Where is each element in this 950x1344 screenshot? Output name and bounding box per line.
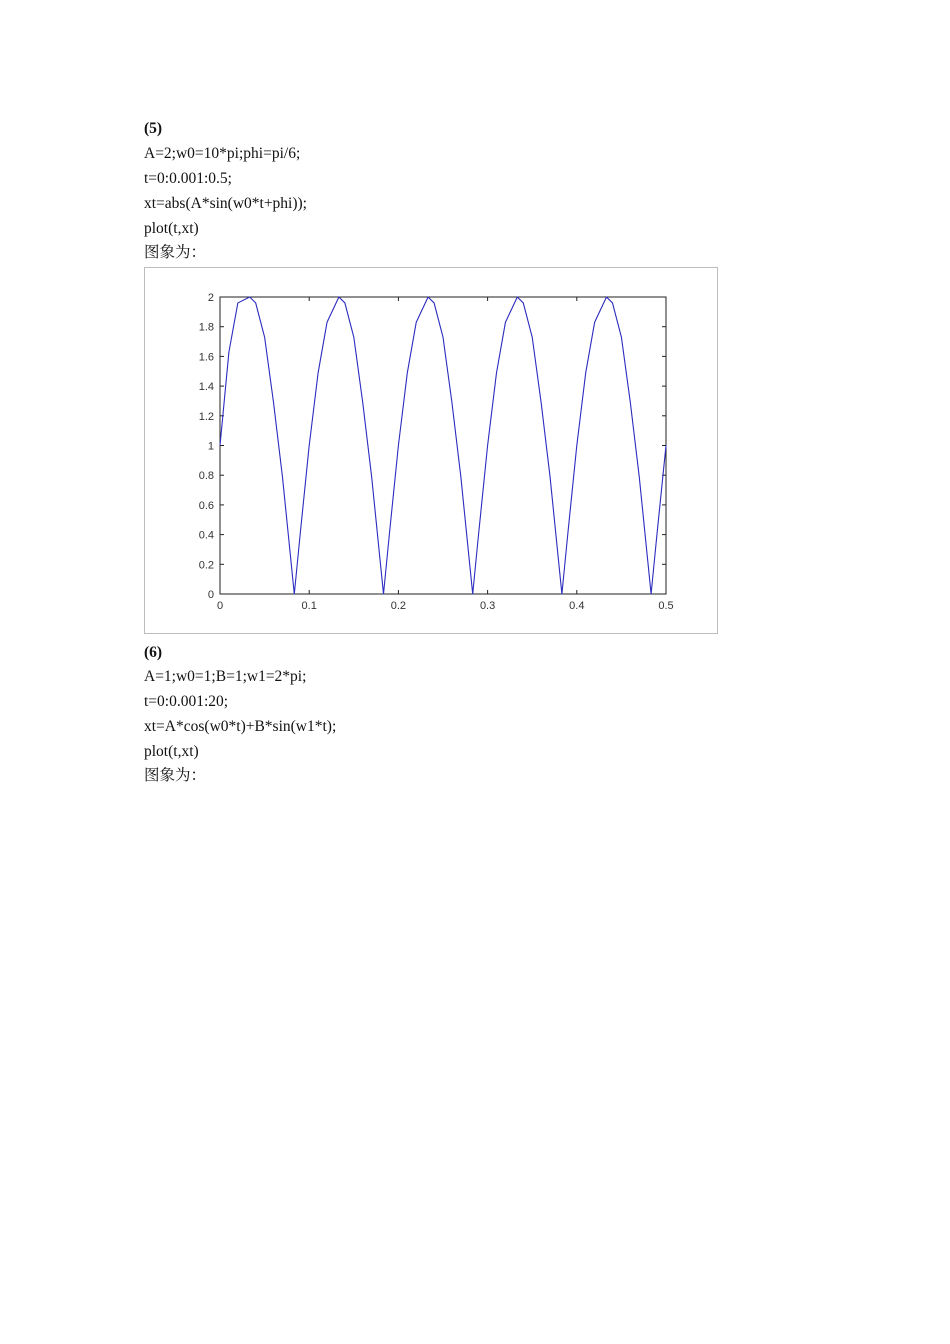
- x-tick-label: 0.4: [569, 600, 585, 612]
- code-line: A=2;w0=10*pi;phi=pi/6;: [144, 145, 301, 162]
- y-tick-label: 1.8: [198, 321, 214, 334]
- plot-area-box: [220, 297, 666, 594]
- y-tick-label: 1: [207, 440, 214, 453]
- y-tick-label: 1.4: [198, 381, 214, 394]
- y-tick-label: 0.4: [198, 529, 214, 542]
- y-tick-label: 1.6: [198, 351, 214, 364]
- code-line: plot(t,xt): [144, 220, 199, 237]
- y-tick-label: 0.6: [198, 499, 214, 512]
- y-tick-label: 0.8: [198, 470, 214, 483]
- figure-caption: 图象为：: [144, 767, 207, 784]
- x-tick-label: 0.3: [479, 600, 496, 612]
- x-tick-label: 0.2: [390, 600, 407, 612]
- code-line: plot(t,xt): [144, 743, 199, 760]
- line-chart: [145, 268, 719, 635]
- y-tick-label: 2: [207, 292, 214, 304]
- x-tick-label: 0.5: [658, 600, 674, 612]
- y-tick-label: 1.2: [198, 410, 214, 423]
- x-tick-label: 0: [216, 600, 224, 612]
- y-tick-label: 0: [207, 589, 214, 601]
- code-line: xt=abs(A*sin(w0*t+phi));: [144, 195, 307, 212]
- code-line: A=1;w0=1;B=1;w1=2*pi;: [144, 668, 307, 685]
- figure-caption: 图象为：: [144, 244, 207, 261]
- section-5-heading: (5): [144, 120, 163, 137]
- plot-axes: [220, 297, 666, 594]
- figure-frame: [144, 267, 718, 634]
- code-line: xt=A*cos(w0*t)+B*sin(w1*t);: [144, 718, 337, 735]
- y-tick-label: 0.2: [198, 559, 214, 572]
- code-line: t=0:0.001:0.5;: [144, 170, 232, 187]
- section-6-heading: (6): [144, 644, 163, 661]
- x-tick-label: 0.1: [301, 600, 317, 612]
- code-line: t=0:0.001:20;: [144, 693, 229, 710]
